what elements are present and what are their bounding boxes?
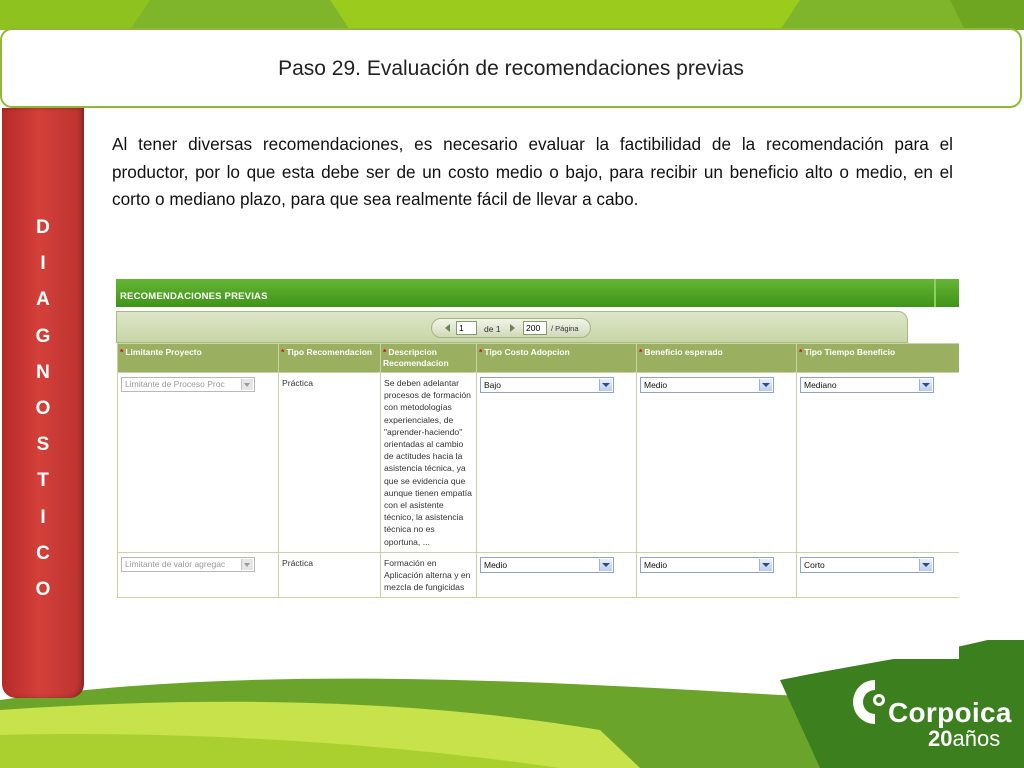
table-row — [118, 552, 960, 598]
sidebar-letter: O — [35, 398, 51, 420]
body-paragraph: Al tener diversas recomendaciones, es necesario evaluar la factibilidad de la recomendación para el productor, por lo que esta debe ser de un costo medio o bajo, para recibir un beneficio alto o medio, en el corto o mediano plazo, para que sea realmente fácil de llevar a cabo. — [112, 134, 953, 209]
column-header-limitante[interactable]: * Limitante Proyecto — [118, 344, 279, 373]
recomendaciones-table — [117, 343, 959, 598]
next-page-icon[interactable] — [510, 324, 515, 332]
cell-descripcion: Formación en Aplicación alterna y en mezcla de fungicidas — [381, 552, 477, 598]
column-header-tipo[interactable]: * Tipo Recomendacion — [279, 344, 381, 373]
sidebar-letter: O — [35, 579, 51, 601]
column-header-tiempo[interactable]: * Tipo Tiempo Beneficio — [797, 344, 960, 373]
table-row — [118, 373, 960, 553]
beneficio-select[interactable]: Medio — [640, 377, 774, 393]
column-header-costo[interactable]: * Tipo Costo Adopcion — [477, 344, 637, 373]
sidebar-letter: S — [36, 434, 50, 456]
cell-tipo: Práctica — [279, 373, 381, 553]
sidebar-letter: T — [37, 470, 49, 492]
cell-beneficio — [637, 373, 797, 553]
cell-limitante — [118, 552, 279, 598]
sidebar-letter: I — [40, 253, 46, 275]
cell-costo — [477, 552, 637, 598]
cell-beneficio — [637, 552, 797, 598]
page-number-input[interactable]: 1 — [456, 321, 477, 335]
cell-limitante — [118, 373, 279, 553]
sidebar-letter: G — [35, 325, 51, 347]
tiempo-select[interactable]: Mediano — [800, 377, 934, 393]
prev-page-icon[interactable] — [445, 324, 450, 332]
chevron-down-icon[interactable] — [759, 379, 772, 391]
chevron-down-icon[interactable] — [241, 379, 253, 390]
sidebar-letter: D — [36, 217, 50, 238]
sidebar-letter: A — [36, 289, 50, 311]
costo-select[interactable]: Medio — [480, 557, 614, 573]
chevron-down-icon[interactable] — [599, 559, 612, 571]
chevron-down-icon[interactable] — [919, 379, 932, 391]
beneficio-select[interactable]: Medio — [640, 557, 774, 573]
chevron-down-icon[interactable] — [241, 559, 253, 570]
page-size-label: / Página — [551, 324, 579, 333]
chevron-down-icon[interactable] — [599, 379, 612, 391]
sidebar-letter: N — [36, 361, 50, 383]
page-count-label: de 1 — [484, 324, 501, 334]
sidebar-letter: I — [40, 506, 46, 528]
costo-select[interactable]: Bajo — [480, 377, 614, 393]
logo-brand: Corpoica — [888, 697, 1012, 728]
cell-costo — [477, 373, 637, 553]
chevron-down-icon[interactable] — [919, 559, 932, 571]
column-header-beneficio[interactable]: * Beneficio esperado — [637, 344, 797, 373]
header-divider — [934, 279, 936, 307]
pager-control — [431, 318, 591, 338]
sidebar-letter: C — [36, 542, 50, 564]
limitante-select[interactable]: Limitante de Proceso Proc — [121, 377, 255, 392]
panel-header — [116, 279, 959, 307]
tiempo-select[interactable]: Corto — [800, 557, 934, 573]
cell-tiempo — [797, 373, 960, 553]
cell-tipo: Práctica — [279, 552, 381, 598]
chevron-down-icon[interactable] — [759, 559, 772, 571]
sidebar-vertical-label — [2, 210, 84, 608]
logo-years: 20años — [928, 726, 1001, 751]
slide-title: Paso 29. Evaluación de recomendaciones previas — [278, 57, 744, 80]
panel-title: RECOMENDACIONES PREVIAS — [120, 291, 268, 302]
recomendaciones-panel — [116, 279, 959, 659]
limitante-select[interactable]: Limitante de valor agregac — [121, 557, 255, 572]
column-header-descripcion[interactable]: * Descripcion Recomendacion — [381, 344, 477, 373]
cell-descripcion: Se deben adelantar procesos de formación con metodologías experienciales, de "aprender-haciendo" orientadas al cambio de actitudes hacia la asistencia técnica, ya que se evidencia que aunque tienen empatía con el asistente técnico, la asistencia técnica no es oportuna, ... — [381, 373, 477, 553]
cell-tiempo — [797, 552, 960, 598]
page-size-input[interactable]: 200 — [523, 321, 547, 335]
table-header-row — [118, 344, 960, 373]
